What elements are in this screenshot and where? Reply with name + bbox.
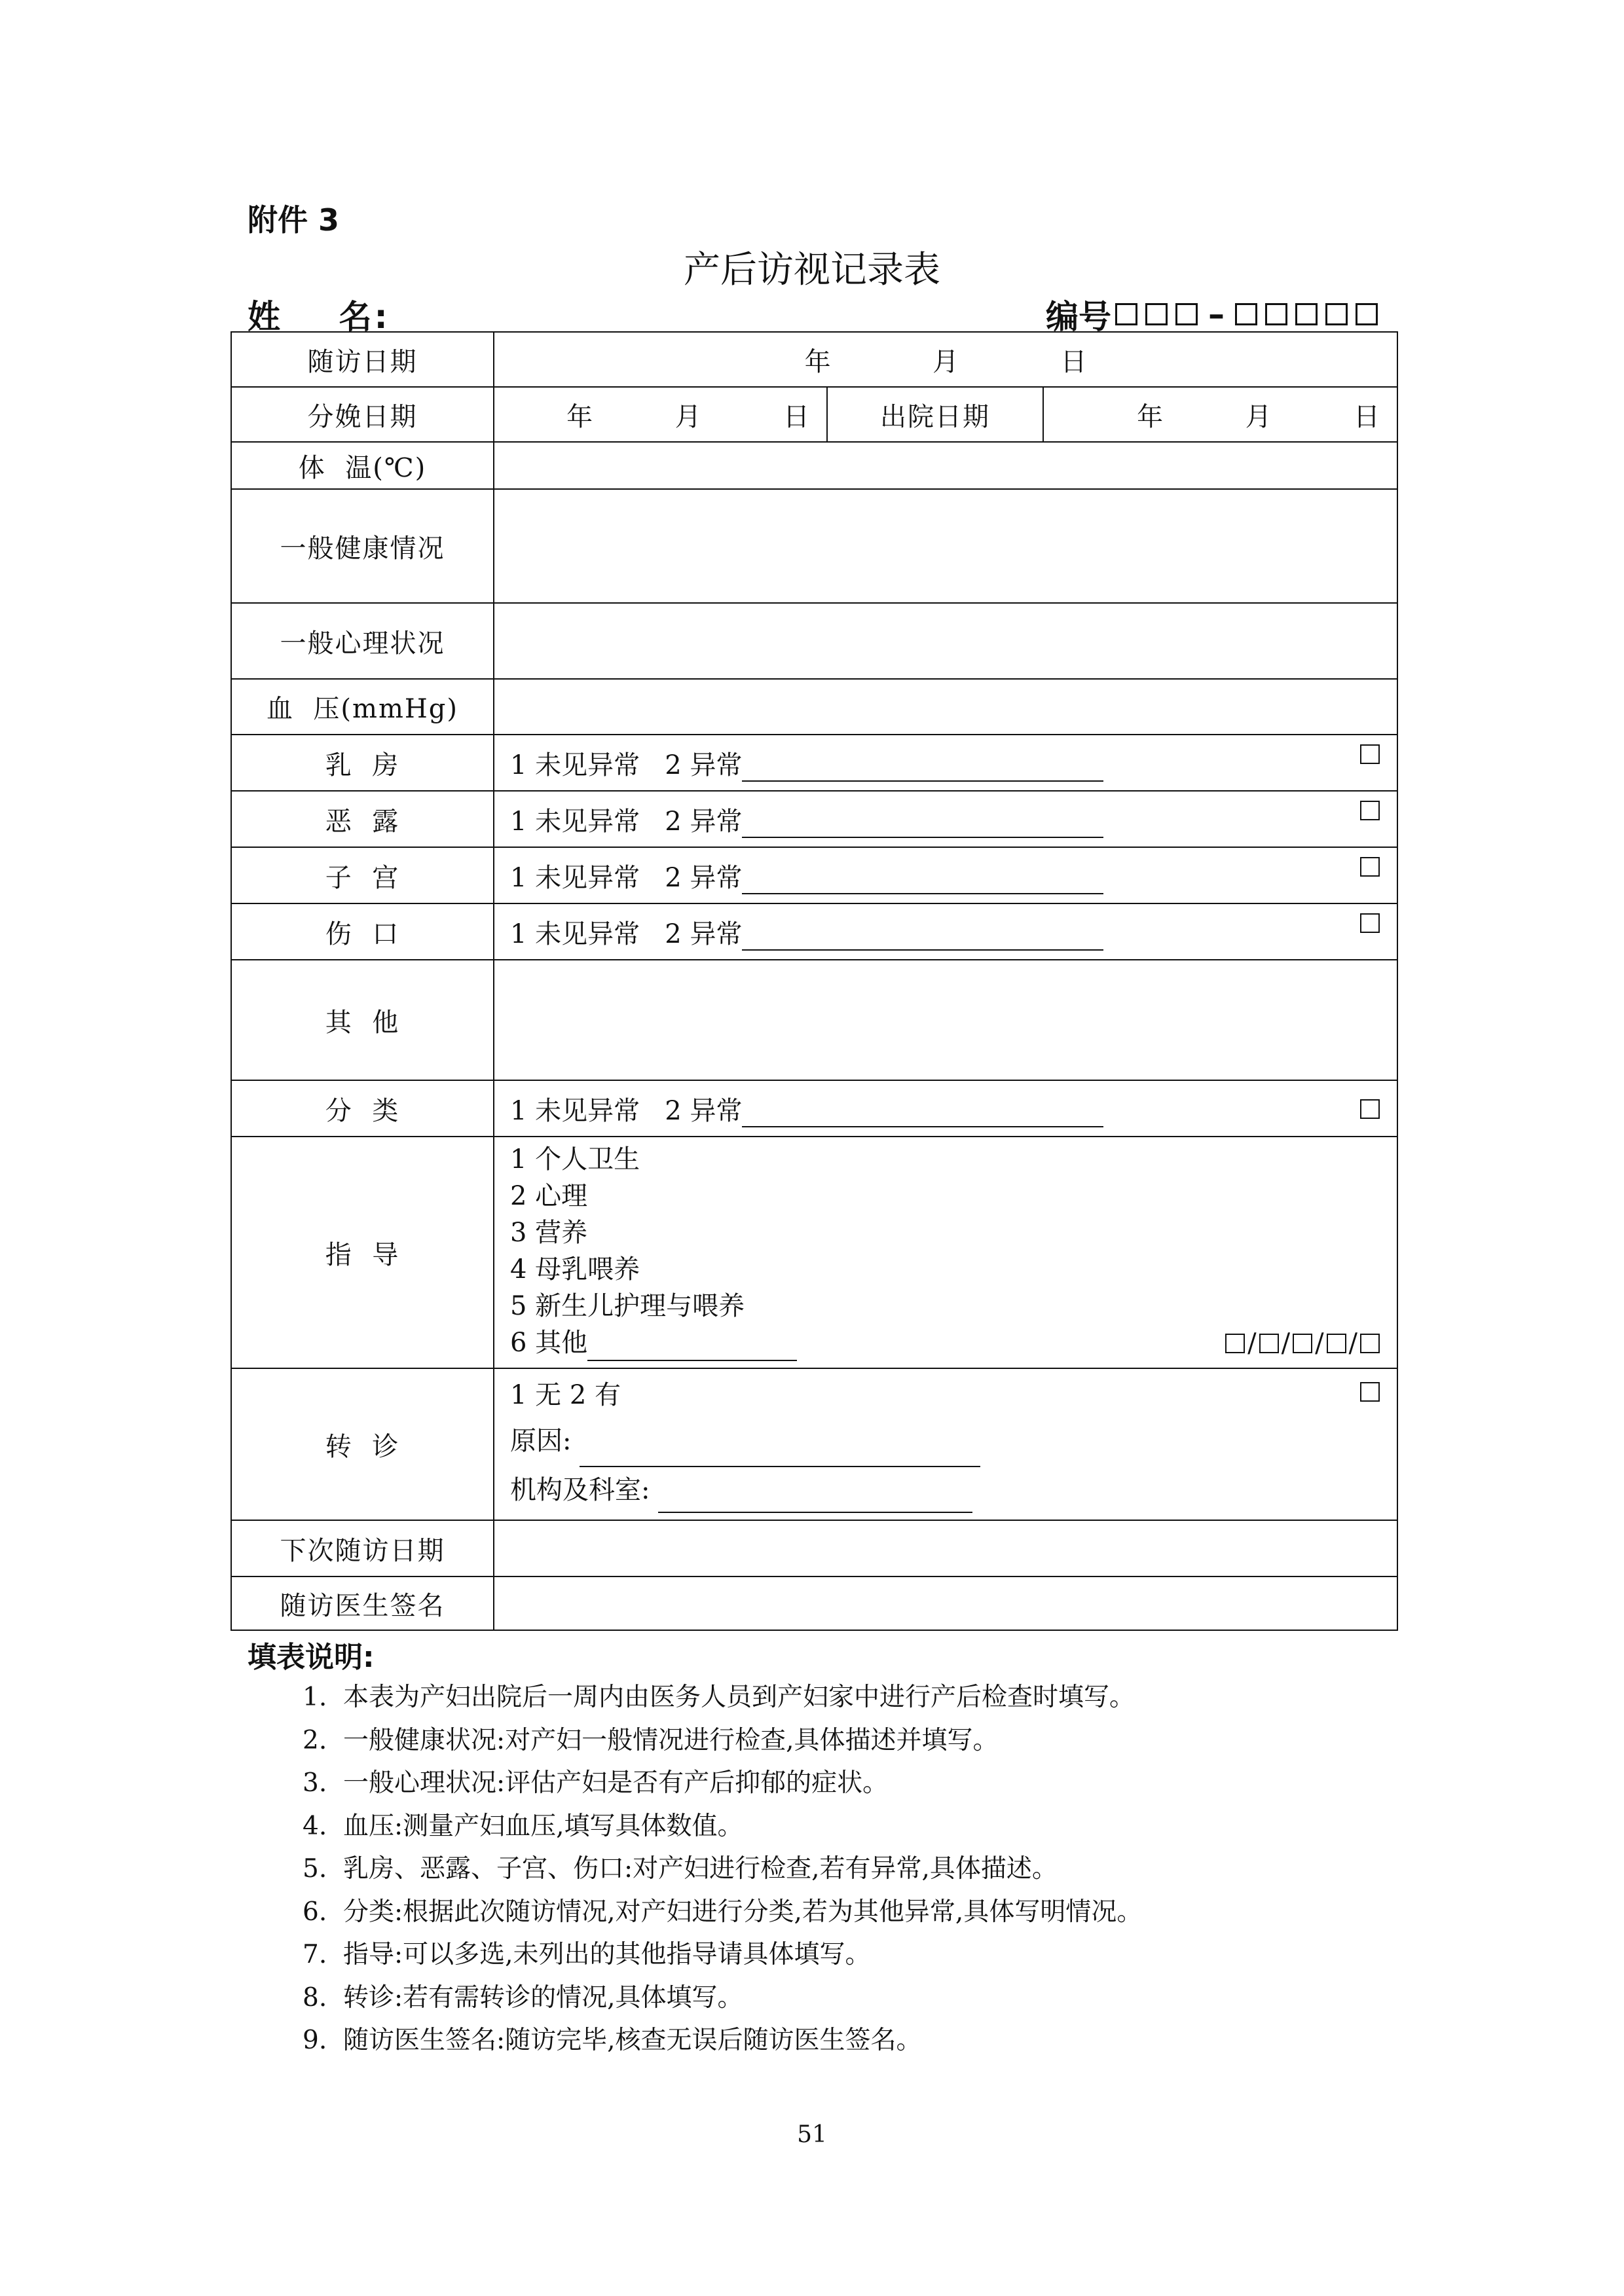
lochia-checkbox[interactable] [1360, 801, 1380, 820]
note-number: 6. [303, 1897, 327, 1927]
table-row [231, 1520, 1397, 1576]
note-number: 8. [303, 1982, 327, 2013]
table-row [231, 847, 1397, 903]
guidance-field [494, 1137, 1397, 1368]
next-visit-field[interactable] [494, 1520, 1397, 1576]
month-text: 月 [932, 346, 959, 377]
blood-pressure-field[interactable] [494, 679, 1397, 735]
guidance-item: 3 营养 [510, 1218, 588, 1248]
note-text: 分类:根据此次随访情况,对产妇进行分类,若为其他异常,具体写明情况。 [343, 1897, 1143, 1927]
note-item [303, 1805, 1142, 1848]
next-visit-label: 下次随访日期 [231, 1520, 494, 1576]
uterus-checkbox[interactable] [1360, 857, 1380, 877]
referral-institution-row [510, 1467, 1397, 1513]
classification-checkbox[interactable] [1360, 1099, 1380, 1119]
general-health-field[interactable] [494, 489, 1397, 603]
guidance-other-text: 6 其他 [510, 1328, 588, 1358]
lochia-abnormal-blank[interactable] [742, 813, 1103, 838]
notes-title: 填表说明: [248, 1641, 375, 1674]
classification-field [494, 1080, 1397, 1137]
note-item [303, 1719, 1142, 1762]
notes-list [303, 1676, 1142, 2062]
lochia-label: 恶 露 [231, 791, 494, 847]
referral-institution-label: 机构及科室: [510, 1475, 650, 1505]
year-text: 年 [1137, 401, 1164, 432]
note-item [303, 1848, 1142, 1891]
visit-date-field[interactable] [494, 332, 1397, 387]
note-text: 转诊:若有需转诊的情况,具体填写。 [343, 1982, 743, 2013]
note-number: 9. [303, 2026, 327, 2055]
table-row [231, 960, 1397, 1080]
note-text: 指导:可以多选,未列出的其他指导请具体填写。 [343, 1940, 871, 1969]
table-row [231, 903, 1397, 960]
other-field[interactable] [494, 960, 1397, 1080]
month-text: 月 [1245, 401, 1272, 432]
wound-label: 伤 口 [231, 903, 494, 960]
guidance-checkbox[interactable] [1360, 1334, 1380, 1353]
note-text: 本表为产妇出院后一周内由医务人员到产妇家中进行产后检查时填写。 [343, 1683, 1135, 1712]
discharge-date-field[interactable] [1043, 387, 1397, 442]
serial-digit-box[interactable] [1325, 303, 1348, 325]
note-text: 一般健康状况:对产妇一般情况进行检查,具体描述并填写。 [343, 1725, 999, 1755]
general-mental-field[interactable] [494, 603, 1397, 679]
table-row [231, 1080, 1397, 1137]
note-item [303, 1676, 1142, 1719]
guidance-item: 1 个人卫生 [510, 1144, 640, 1175]
referral-reason-blank[interactable] [580, 1442, 980, 1467]
note-number: 7. [303, 1940, 327, 1969]
uterus-label: 子 宫 [231, 847, 494, 903]
breast-field [494, 735, 1397, 791]
note-number: 1. [303, 1683, 327, 1712]
classification-abnormal-blank[interactable] [742, 1102, 1103, 1127]
lochia-field [494, 791, 1397, 847]
note-item [303, 2019, 1142, 2062]
table-row [231, 735, 1397, 791]
guidance-checkbox[interactable] [1259, 1334, 1279, 1353]
table-row [231, 387, 1397, 442]
breast-options: 1 未见异常 2 异常 [510, 750, 743, 780]
referral-institution-blank[interactable] [658, 1488, 972, 1513]
lochia-options: 1 未见异常 2 异常 [510, 806, 743, 837]
guidance-item: 4 母乳喂养 [510, 1254, 640, 1285]
table-row [231, 332, 1397, 387]
form-title: 产后访视记录表 [684, 249, 940, 291]
visit-record-table [231, 331, 1398, 1631]
serial-digit-box[interactable] [1295, 303, 1318, 325]
year-text: 年 [804, 346, 831, 377]
serial-dash: – [1208, 295, 1225, 333]
attachment-label: 附件 3 [248, 202, 340, 238]
table-row [231, 1137, 1397, 1368]
table-row [231, 489, 1397, 603]
delivery-date-field[interactable] [494, 387, 827, 442]
guidance-checkbox[interactable] [1225, 1334, 1245, 1353]
table-row [231, 1576, 1397, 1630]
name-label: 姓 名: [248, 298, 390, 336]
table-row [231, 1368, 1397, 1520]
serial-digit-box[interactable] [1356, 303, 1378, 325]
delivery-date-label: 分娩日期 [231, 387, 494, 442]
uterus-field [494, 847, 1397, 903]
wound-options: 1 未见异常 2 异常 [510, 919, 743, 949]
table-row [231, 603, 1397, 679]
classification-label: 分 类 [231, 1080, 494, 1137]
note-text: 一般心理状况:评估产妇是否有产后抑郁的症状。 [343, 1768, 889, 1798]
day-text: 日 [1354, 401, 1380, 432]
serial-digit-box[interactable] [1115, 303, 1137, 325]
note-text: 乳房、恶露、子宫、伤口:对产妇进行检查,若有异常,具体描述。 [343, 1854, 1058, 1884]
referral-field [494, 1368, 1397, 1520]
temperature-field[interactable] [494, 442, 1397, 489]
note-number: 4. [303, 1811, 327, 1841]
wound-abnormal-blank[interactable] [742, 926, 1103, 951]
referral-reason-label: 原因: [510, 1426, 572, 1456]
serial-label: 编号 [1046, 298, 1111, 336]
serial-digit-box[interactable] [1235, 303, 1257, 325]
visit-date-label: 随访日期 [231, 332, 494, 387]
general-health-label: 一般健康情况 [231, 489, 494, 603]
breast-checkbox[interactable] [1360, 744, 1380, 764]
guidance-label: 指 导 [231, 1137, 494, 1368]
note-text: 血压:测量产妇血压,填写具体数值。 [343, 1811, 743, 1841]
wound-field [494, 903, 1397, 960]
note-item [303, 1933, 1142, 1977]
other-label: 其 他 [231, 960, 494, 1080]
discharge-date-label: 出院日期 [827, 387, 1043, 442]
uterus-abnormal-blank[interactable] [742, 869, 1103, 894]
day-text: 日 [783, 401, 809, 432]
note-item [303, 1762, 1142, 1805]
table-row [231, 679, 1397, 735]
table-row [231, 791, 1397, 847]
doctor-signature-label: 随访医生签名 [231, 1576, 494, 1630]
guidance-checkbox[interactable] [1327, 1334, 1346, 1353]
serial-digit-box[interactable] [1175, 303, 1198, 325]
doctor-signature-field[interactable] [494, 1576, 1397, 1630]
breast-label: 乳 房 [231, 735, 494, 791]
referral-options: 1 无 2 有 [510, 1380, 621, 1410]
guidance-checkbox[interactable] [1293, 1334, 1312, 1353]
referral-label: 转 诊 [231, 1368, 494, 1520]
breast-abnormal-blank[interactable] [742, 757, 1103, 782]
serial-digit-box[interactable] [1265, 303, 1287, 325]
blood-pressure-label: 血 压(mmHg) [231, 679, 494, 735]
referral-reason-row [510, 1415, 1397, 1467]
note-number: 2. [303, 1725, 327, 1755]
note-number: 5. [303, 1854, 327, 1884]
table-row [231, 442, 1397, 489]
note-item [303, 1977, 1142, 2020]
wound-checkbox[interactable] [1360, 913, 1380, 933]
temperature-label: 体 温(℃) [231, 442, 494, 489]
guidance-checkbox-group: / / / / [1225, 1328, 1380, 1358]
serial-digit-box[interactable] [1145, 303, 1168, 325]
year-text: 年 [566, 401, 593, 432]
uterus-options: 1 未见异常 2 异常 [510, 862, 743, 893]
note-number: 3. [303, 1768, 327, 1798]
guidance-item: 5 新生儿护理与喂养 [510, 1291, 745, 1321]
month-text: 月 [674, 401, 701, 432]
note-text: 随访医生签名:随访完毕,核查无误后随访医生签名。 [343, 2026, 922, 2055]
classification-options: 1 未见异常 2 异常 [510, 1095, 743, 1126]
guidance-other-blank[interactable] [587, 1334, 797, 1361]
page-number: 51 [797, 2121, 827, 2148]
day-text: 日 [1060, 346, 1087, 377]
general-mental-label: 一般心理状况 [231, 603, 494, 679]
guidance-item: 2 心理 [510, 1181, 588, 1211]
referral-checkbox[interactable] [1360, 1382, 1380, 1402]
note-item [303, 1891, 1142, 1934]
